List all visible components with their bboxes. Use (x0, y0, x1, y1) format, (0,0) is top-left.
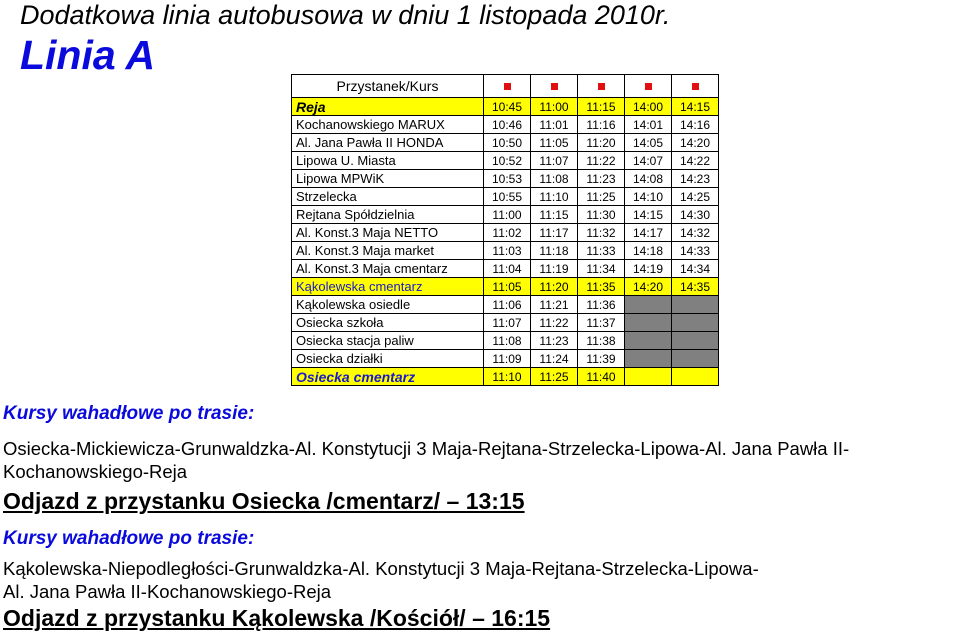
no-service-cell (625, 332, 672, 350)
time-cell: 14:34 (672, 260, 719, 278)
time-cell: 11:00 (531, 98, 578, 116)
time-cell: 11:08 (484, 332, 531, 350)
time-cell: 14:07 (625, 152, 672, 170)
time-cell: 11:04 (484, 260, 531, 278)
section1-route-line1: Osiecka-Mickiewicza-Grunwaldzka-Al. Konstytucji 3 Maja-Rejtana-Strzelecka-Lipowa-Al. Jana Pawła II- (3, 438, 850, 459)
time-cell: 11:40 (578, 368, 625, 386)
time-cell: 11:08 (531, 170, 578, 188)
run-marker-2 (531, 75, 578, 98)
time-cell: 14:17 (625, 224, 672, 242)
stop-name: Kochanowskiego MARUX (292, 116, 484, 134)
stop-name: Al. Konst.3 Maja NETTO (292, 224, 484, 242)
table-row (292, 188, 719, 206)
time-cell: 11:10 (484, 368, 531, 386)
stop-name: Kąkolewska osiedle (292, 296, 484, 314)
section1-heading: Kursy wahadłowe po trasie: (3, 403, 255, 424)
table-row (292, 260, 719, 278)
time-cell: 14:05 (625, 134, 672, 152)
table-row (292, 224, 719, 242)
run-marker-3 (578, 75, 625, 98)
time-cell: 11:35 (578, 278, 625, 296)
run-marker-4 (625, 75, 672, 98)
section2-route-line2: Al. Jana Pawła II-Kochanowskiego-Reja (3, 581, 332, 602)
table-row (292, 350, 719, 368)
time-cell: 14:00 (625, 98, 672, 116)
stop-name: Osiecka cmentarz (292, 368, 484, 386)
stop-name: Lipowa U. Miasta (292, 152, 484, 170)
stop-name: Reja (292, 98, 484, 116)
no-service-cell (625, 368, 672, 386)
stop-name: Osiecka działki (292, 350, 484, 368)
time-cell: 11:15 (578, 98, 625, 116)
time-cell: 10:53 (484, 170, 531, 188)
time-cell: 14:23 (672, 170, 719, 188)
red-square-icon (598, 83, 605, 90)
no-service-cell (625, 296, 672, 314)
no-service-cell (625, 314, 672, 332)
time-cell: 11:16 (578, 116, 625, 134)
no-service-cell (672, 350, 719, 368)
time-cell: 14:32 (672, 224, 719, 242)
time-cell: 11:07 (531, 152, 578, 170)
table-row (292, 332, 719, 350)
time-cell: 11:10 (531, 188, 578, 206)
table-row (292, 242, 719, 260)
red-square-icon (692, 83, 699, 90)
stop-name: Osiecka szkoła (292, 314, 484, 332)
time-cell: 10:50 (484, 134, 531, 152)
stop-name: Lipowa MPWiK (292, 170, 484, 188)
time-cell: 11:39 (578, 350, 625, 368)
time-cell: 11:32 (578, 224, 625, 242)
time-cell: 11:25 (531, 368, 578, 386)
time-cell: 11:38 (578, 332, 625, 350)
stop-name: Kąkolewska cmentarz (292, 278, 484, 296)
section1-route-line2: Kochanowskiego-Reja (3, 461, 188, 482)
time-cell: 11:00 (484, 206, 531, 224)
time-cell: 14:33 (672, 242, 719, 260)
time-cell: 11:01 (531, 116, 578, 134)
stop-name: Al. Konst.3 Maja market (292, 242, 484, 260)
time-cell: 11:24 (531, 350, 578, 368)
page-title: Dodatkowa linia autobusowa w dniu 1 listopada 2010r. (20, 0, 671, 30)
no-service-cell (672, 332, 719, 350)
time-cell: 14:16 (672, 116, 719, 134)
timetable-header-row (292, 75, 719, 98)
run-marker-5 (672, 75, 719, 98)
stop-name: Al. Konst.3 Maja cmentarz (292, 260, 484, 278)
time-cell: 14:15 (672, 98, 719, 116)
time-cell: 10:52 (484, 152, 531, 170)
table-row (292, 152, 719, 170)
table-row (292, 98, 719, 116)
time-cell: 11:33 (578, 242, 625, 260)
time-cell: 14:08 (625, 170, 672, 188)
no-service-cell (672, 368, 719, 386)
no-service-cell (672, 314, 719, 332)
time-cell: 11:20 (578, 134, 625, 152)
time-cell: 11:23 (531, 332, 578, 350)
time-cell: 11:25 (578, 188, 625, 206)
section1-departure: Odjazd z przystanku Osiecka /cmentarz/ – 13:15 (3, 488, 525, 514)
header-stop-label: Przystanek/Kurs (292, 75, 484, 98)
table-row (292, 170, 719, 188)
time-cell: 14:22 (672, 152, 719, 170)
time-cell: 14:10 (625, 188, 672, 206)
red-square-icon (504, 83, 511, 90)
no-service-cell (672, 296, 719, 314)
time-cell: 10:55 (484, 188, 531, 206)
red-square-icon (551, 83, 558, 90)
table-row (292, 296, 719, 314)
time-cell: 11:03 (484, 242, 531, 260)
time-cell: 11:06 (484, 296, 531, 314)
time-cell: 11:21 (531, 296, 578, 314)
section2-departure: Odjazd z przystanku Kąkolewska /Kościół/ – 16:15 (3, 605, 551, 631)
time-cell: 11:30 (578, 206, 625, 224)
section2-route-line1: Kąkolewska-Niepodległości-Grunwaldzka-Al. Konstytucji 3 Maja-Rejtana-Strzelecka-Lipowa- (3, 558, 759, 579)
time-cell: 11:23 (578, 170, 625, 188)
time-cell: 11:07 (484, 314, 531, 332)
time-cell: 10:46 (484, 116, 531, 134)
stop-name: Strzelecka (292, 188, 484, 206)
table-row (292, 134, 719, 152)
table-row (292, 368, 719, 386)
time-cell: 11:36 (578, 296, 625, 314)
time-cell: 14:30 (672, 206, 719, 224)
time-cell: 11:05 (484, 278, 531, 296)
time-cell: 11:15 (531, 206, 578, 224)
time-cell: 11:19 (531, 260, 578, 278)
time-cell: 11:22 (531, 314, 578, 332)
time-cell: 11:22 (578, 152, 625, 170)
table-row (292, 278, 719, 296)
time-cell: 11:20 (531, 278, 578, 296)
table-row (292, 206, 719, 224)
stop-name: Al. Jana Pawła II HONDA (292, 134, 484, 152)
red-square-icon (645, 83, 652, 90)
stop-name: Rejtana Spółdzielnia (292, 206, 484, 224)
table-row (292, 314, 719, 332)
time-cell: 11:09 (484, 350, 531, 368)
run-marker-1 (484, 75, 531, 98)
time-cell: 14:35 (672, 278, 719, 296)
stop-name: Osiecka stacja paliw (292, 332, 484, 350)
time-cell: 11:05 (531, 134, 578, 152)
time-cell: 14:20 (672, 134, 719, 152)
table-row (292, 116, 719, 134)
time-cell: 11:37 (578, 314, 625, 332)
time-cell: 14:01 (625, 116, 672, 134)
no-service-cell (625, 350, 672, 368)
time-cell: 14:25 (672, 188, 719, 206)
time-cell: 11:18 (531, 242, 578, 260)
timetable (291, 74, 719, 386)
time-cell: 14:15 (625, 206, 672, 224)
line-name: Linia A (20, 32, 156, 78)
time-cell: 14:20 (625, 278, 672, 296)
time-cell: 11:34 (578, 260, 625, 278)
time-cell: 14:19 (625, 260, 672, 278)
time-cell: 11:17 (531, 224, 578, 242)
time-cell: 11:02 (484, 224, 531, 242)
time-cell: 10:45 (484, 98, 531, 116)
time-cell: 14:18 (625, 242, 672, 260)
section2-heading: Kursy wahadłowe po trasie: (3, 528, 255, 549)
